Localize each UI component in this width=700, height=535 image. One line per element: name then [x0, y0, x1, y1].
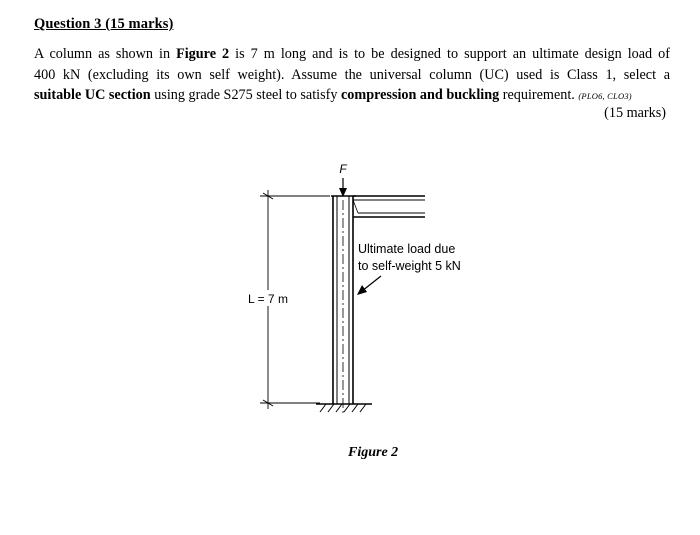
hatch	[328, 404, 334, 412]
hatch	[320, 404, 326, 412]
text-run: A column as shown in	[34, 46, 177, 62]
figure-reference: Figure 2	[176, 46, 230, 62]
figure-caption: Figure 2	[348, 445, 399, 460]
bold-text: suitable UC section	[34, 87, 151, 103]
force-label: F	[339, 162, 347, 176]
bold-text: compression and buckling	[340, 87, 500, 103]
hatch	[352, 404, 358, 412]
paragraph-line-2: 400 kN (excluding its own self weight). Assume the universal column (UC) used is Class 1, select a	[34, 66, 670, 83]
marks-label: (15 marks)	[604, 105, 666, 121]
text-run: requirement.	[499, 87, 579, 103]
hatch	[336, 404, 342, 412]
hatch	[344, 404, 350, 412]
hatch	[360, 404, 366, 412]
annotation-line-2: to self-weight 5 kN	[358, 259, 461, 273]
text-run: is 7 m long and is to be designed to support an ultimate design load of	[229, 46, 671, 62]
question-heading: Question 3 (15 marks)	[34, 16, 174, 32]
annotation-line-1: Ultimate load due	[358, 242, 456, 256]
text-run: using grade S275 steel to satisfy	[150, 87, 341, 103]
annotation-arrow-head	[357, 285, 367, 295]
annotation-arrow-shaft	[362, 276, 381, 291]
length-label: L = 7 m	[248, 292, 288, 306]
outcome-reference: (PLO6, CLO3)	[578, 91, 632, 101]
